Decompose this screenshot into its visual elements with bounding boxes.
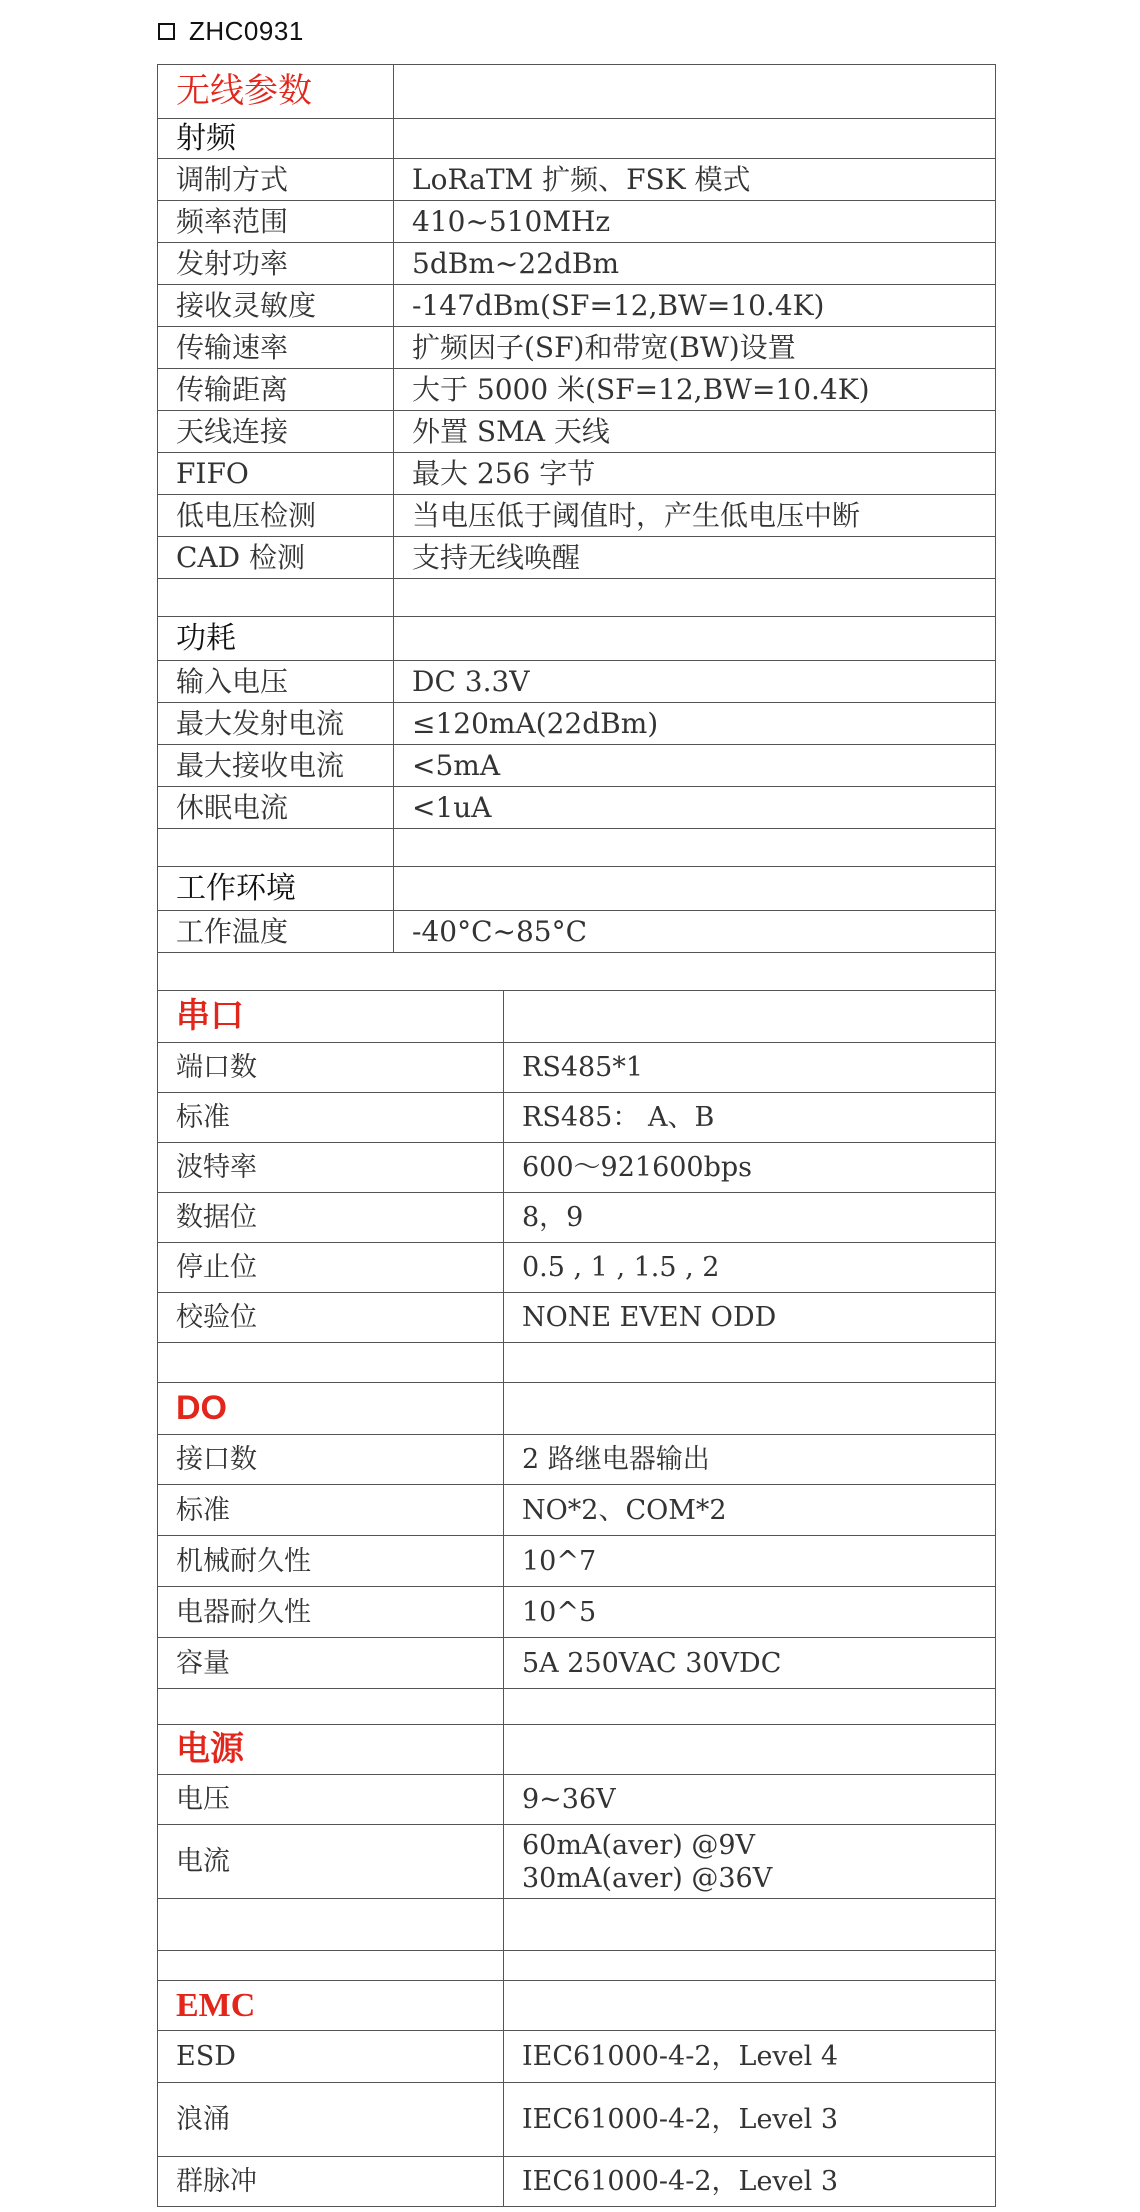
row-value: IEC61000-4-2，Level 4 bbox=[504, 2031, 996, 2083]
row-label: 校验位 bbox=[158, 1293, 504, 1343]
wireless-spec-table bbox=[157, 64, 996, 991]
empty-cell bbox=[158, 829, 394, 867]
table-row bbox=[158, 2157, 996, 2207]
row-value: 当电压低于阈值时，产生低电压中断 bbox=[394, 495, 996, 537]
row-value: -147dBm(SF=12,BW=10.4K) bbox=[394, 285, 996, 327]
section-title-wireless: 无线参数 bbox=[158, 65, 394, 119]
row-value: IEC61000-4-2，Level 3 bbox=[504, 2083, 996, 2157]
row-value: <1uA bbox=[394, 787, 996, 829]
empty-cell bbox=[394, 829, 996, 867]
table-row bbox=[158, 1638, 996, 1689]
empty-cell bbox=[158, 953, 996, 991]
section-header-row bbox=[158, 1981, 996, 2031]
section-header-row bbox=[158, 1725, 996, 1775]
row-label: 机械耐久性 bbox=[158, 1536, 504, 1587]
empty-cell bbox=[504, 1689, 996, 1725]
row-label: 最大接收电流 bbox=[158, 745, 394, 787]
row-label: 输入电压 bbox=[158, 661, 394, 703]
table-row bbox=[158, 1536, 996, 1587]
spacer-row bbox=[158, 953, 996, 991]
row-value: 大于 5000 米(SF=12,BW=10.4K) bbox=[394, 369, 996, 411]
table-row bbox=[158, 911, 996, 953]
row-label: 端口数 bbox=[158, 1043, 504, 1093]
table-row bbox=[158, 1093, 996, 1143]
table-row bbox=[158, 1293, 996, 1343]
table-row bbox=[158, 495, 996, 537]
row-label: 容量 bbox=[158, 1638, 504, 1689]
empty-cell bbox=[504, 1343, 996, 1383]
table-row bbox=[158, 243, 996, 285]
empty-cell bbox=[394, 617, 996, 661]
subsection-title-rf: 射频 bbox=[158, 119, 394, 159]
interface-spec-table bbox=[157, 990, 996, 2207]
row-value: IEC61000-4-2，Level 3 bbox=[504, 2157, 996, 2207]
subsection-header-row bbox=[158, 617, 996, 661]
empty-cell bbox=[504, 1899, 996, 1951]
row-value: 最大 256 字节 bbox=[394, 453, 996, 495]
table-row bbox=[158, 1193, 996, 1243]
row-value: 10^7 bbox=[504, 1536, 996, 1587]
row-label: 浪涌 bbox=[158, 2083, 504, 2157]
row-label: 群脉冲 bbox=[158, 2157, 504, 2207]
row-value: RS485： A、B bbox=[504, 1093, 996, 1143]
row-label: 标准 bbox=[158, 1485, 504, 1536]
row-label: 天线连接 bbox=[158, 411, 394, 453]
row-label: 低电压检测 bbox=[158, 495, 394, 537]
row-label: FIFO bbox=[158, 453, 394, 495]
empty-cell bbox=[158, 1951, 504, 1981]
row-value: DC 3.3V bbox=[394, 661, 996, 703]
row-value-line: 30mA(aver) @36V bbox=[522, 1862, 773, 1894]
header bbox=[158, 16, 304, 46]
empty-cell bbox=[504, 1383, 996, 1435]
table-row bbox=[158, 1435, 996, 1485]
checkbox-icon[interactable] bbox=[158, 23, 175, 40]
section-header-row bbox=[158, 1383, 996, 1435]
row-value: <5mA bbox=[394, 745, 996, 787]
row-label: 接收灵敏度 bbox=[158, 285, 394, 327]
table-row bbox=[158, 1587, 996, 1638]
empty-cell bbox=[158, 579, 394, 617]
empty-cell bbox=[504, 1981, 996, 2031]
empty-cell bbox=[394, 579, 996, 617]
row-label: 波特率 bbox=[158, 1143, 504, 1193]
table-row bbox=[158, 285, 996, 327]
row-value: 5dBm~22dBm bbox=[394, 243, 996, 285]
row-value: 扩频因子(SF)和带宽(BW)设置 bbox=[394, 327, 996, 369]
table-row bbox=[158, 1143, 996, 1193]
row-label: 休眠电流 bbox=[158, 787, 394, 829]
row-label: 频率范围 bbox=[158, 201, 394, 243]
table-row bbox=[158, 1775, 996, 1825]
row-label: CAD 检测 bbox=[158, 537, 394, 579]
row-value: RS485*1 bbox=[504, 1043, 996, 1093]
empty-cell bbox=[504, 1725, 996, 1775]
table-row bbox=[158, 411, 996, 453]
table-row bbox=[158, 201, 996, 243]
table-row bbox=[158, 2031, 996, 2083]
subsection-header-row bbox=[158, 867, 996, 911]
spacer-row bbox=[158, 1689, 996, 1725]
table-row bbox=[158, 1043, 996, 1093]
section-title-do: DO bbox=[158, 1383, 504, 1435]
row-value: 2 路继电器输出 bbox=[504, 1435, 996, 1485]
row-value: ≤120mA(22dBm) bbox=[394, 703, 996, 745]
row-label: 发射功率 bbox=[158, 243, 394, 285]
table-row bbox=[158, 537, 996, 579]
table-row bbox=[158, 1825, 996, 1899]
table-row bbox=[158, 1485, 996, 1536]
section-title-emc: EMC bbox=[158, 1981, 504, 2031]
row-value: 600～921600bps bbox=[504, 1143, 996, 1193]
product-code: ZHC0931 bbox=[189, 15, 304, 46]
empty-cell bbox=[504, 991, 996, 1043]
row-value: 10^5 bbox=[504, 1587, 996, 1638]
empty-cell bbox=[158, 1343, 504, 1383]
row-label: 传输速率 bbox=[158, 327, 394, 369]
table-row bbox=[158, 661, 996, 703]
row-value: NONE EVEN ODD bbox=[504, 1293, 996, 1343]
table-row bbox=[158, 327, 996, 369]
row-label: 传输距离 bbox=[158, 369, 394, 411]
table-row bbox=[158, 159, 996, 201]
row-value-multiline bbox=[504, 1825, 996, 1899]
subsection-title-environment: 工作环境 bbox=[158, 867, 394, 911]
row-label: 标准 bbox=[158, 1093, 504, 1143]
spacer-row bbox=[158, 1951, 996, 1981]
row-label: 接口数 bbox=[158, 1435, 504, 1485]
table-row bbox=[158, 787, 996, 829]
section-title-serial: 串口 bbox=[158, 991, 504, 1043]
table-row bbox=[158, 1243, 996, 1293]
section-header-row bbox=[158, 991, 996, 1043]
empty-cell bbox=[158, 1899, 504, 1951]
row-value-line: 60mA(aver) @9V bbox=[522, 1829, 756, 1861]
spacer-row bbox=[158, 829, 996, 867]
empty-cell bbox=[158, 1689, 504, 1725]
row-value: 0.5 , 1 , 1.5 , 2 bbox=[504, 1243, 996, 1293]
spacer-row bbox=[158, 579, 996, 617]
row-value: NO*2、COM*2 bbox=[504, 1485, 996, 1536]
empty-cell bbox=[394, 119, 996, 159]
row-value: 9~36V bbox=[504, 1775, 996, 1825]
row-label: 调制方式 bbox=[158, 159, 394, 201]
table-row bbox=[158, 453, 996, 495]
row-value: 8，9 bbox=[504, 1193, 996, 1243]
row-label: 最大发射电流 bbox=[158, 703, 394, 745]
row-label: 工作温度 bbox=[158, 911, 394, 953]
section-title-power-supply: 电源 bbox=[158, 1725, 504, 1775]
row-label: 电器耐久性 bbox=[158, 1587, 504, 1638]
section-header-row bbox=[158, 65, 996, 119]
spacer-row bbox=[158, 1343, 996, 1383]
row-value: 外置 SMA 天线 bbox=[394, 411, 996, 453]
subsection-header-row bbox=[158, 119, 996, 159]
row-label: 停止位 bbox=[158, 1243, 504, 1293]
empty-cell bbox=[394, 65, 996, 119]
spacer-row bbox=[158, 1899, 996, 1951]
row-value: 5A 250VAC 30VDC bbox=[504, 1638, 996, 1689]
empty-cell bbox=[504, 1951, 996, 1981]
row-label: 电流 bbox=[158, 1825, 504, 1899]
row-value: 支持无线唤醒 bbox=[394, 537, 996, 579]
table-row bbox=[158, 703, 996, 745]
row-label: 电压 bbox=[158, 1775, 504, 1825]
table-row bbox=[158, 369, 996, 411]
empty-cell bbox=[394, 867, 996, 911]
table-row bbox=[158, 2083, 996, 2157]
row-value: 410~510MHz bbox=[394, 201, 996, 243]
row-value: LoRaTM 扩频、FSK 模式 bbox=[394, 159, 996, 201]
table-row bbox=[158, 745, 996, 787]
subsection-title-power-consumption: 功耗 bbox=[158, 617, 394, 661]
row-label: ESD bbox=[158, 2031, 504, 2083]
row-value: -40°C~85°C bbox=[394, 911, 996, 953]
row-label: 数据位 bbox=[158, 1193, 504, 1243]
